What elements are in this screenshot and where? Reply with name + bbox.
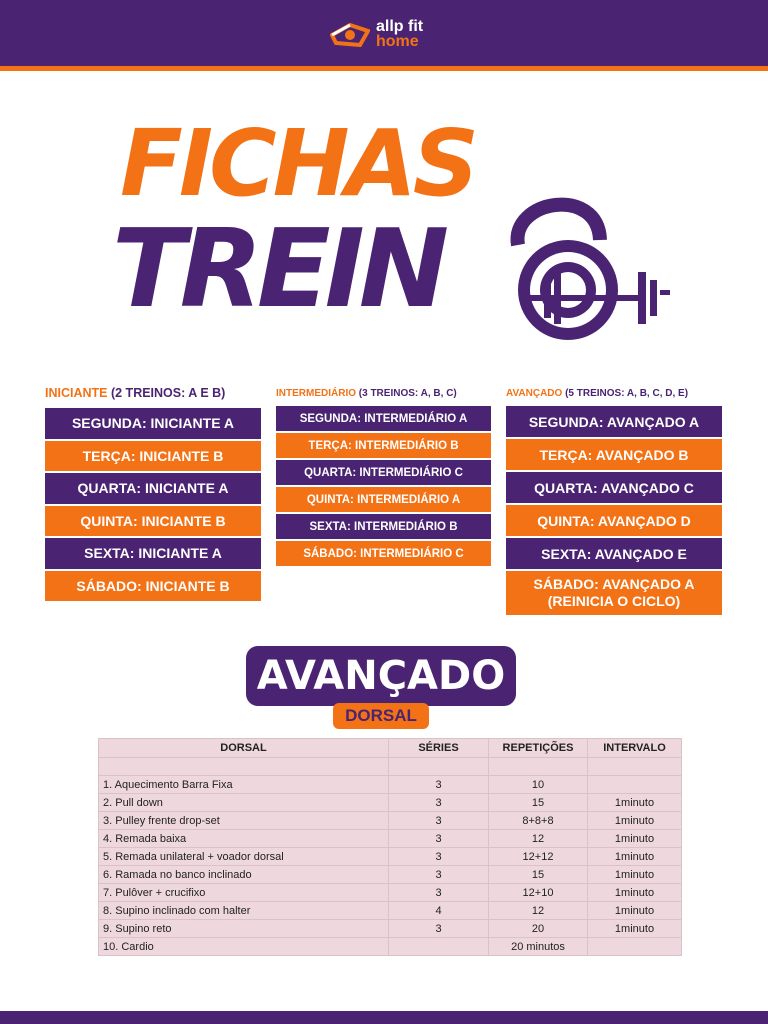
reps-cell: 15: [489, 794, 588, 812]
table-row: [99, 812, 682, 830]
section-subtitle: DORSAL: [333, 703, 429, 729]
interval-cell: 1minuto: [588, 830, 682, 848]
series-cell: 3: [389, 884, 489, 902]
exercise-cell: 1. Aquecimento Barra Fixa: [99, 776, 389, 794]
header-cell: INTERVALO: [588, 739, 682, 758]
brand-name: allp fit: [376, 18, 424, 35]
interval-cell: [588, 776, 682, 794]
hero-title-line1: FICHAS: [120, 110, 476, 217]
exercise-cell: 6. Ramada no banco inclinado: [99, 866, 389, 884]
workout-table: [98, 738, 682, 956]
day-cell: SÁBADO: INICIANTE B: [45, 571, 261, 604]
reps-cell: 15: [489, 866, 588, 884]
table-row: [99, 848, 682, 866]
interval-cell: [588, 938, 682, 956]
exercise-cell: 7. Pulôver + crucifixo: [99, 884, 389, 902]
interval-cell: 1minuto: [588, 866, 682, 884]
exercise-cell: 3. Pulley frente drop-set: [99, 812, 389, 830]
column-avancado: [506, 388, 722, 617]
reps-cell: 20: [489, 920, 588, 938]
interval-cell: 1minuto: [588, 884, 682, 902]
interval-cell: 1minuto: [588, 794, 682, 812]
exercise-cell: 8. Supino inclinado com halter: [99, 902, 389, 920]
table-row: [99, 776, 682, 794]
bottom-bar: [0, 1011, 768, 1024]
day-cell: TERÇA: INICIANTE B: [45, 441, 261, 474]
series-cell: 3: [389, 830, 489, 848]
day-cell: TERÇA: INTERMEDIÁRIO B: [276, 433, 491, 460]
exercise-cell: 9. Supino reto: [99, 920, 389, 938]
day-cell: SEGUNDA: AVANÇADO A: [506, 406, 722, 439]
reps-cell: 12: [489, 902, 588, 920]
brand-subname: home: [376, 33, 419, 50]
day-cell: QUARTA: AVANÇADO C: [506, 472, 722, 505]
day-cell: QUARTA: INICIANTE A: [45, 473, 261, 506]
column-intermediario: [276, 388, 491, 568]
exercise-cell: 2. Pull down: [99, 794, 389, 812]
kettlebell-barbell-icon: [500, 180, 680, 340]
column-title: INICIANTE (2 TREINOS: A E B): [45, 386, 226, 400]
interval-cell: 1minuto: [588, 812, 682, 830]
exercise-cell: 5. Remada unilateral + voador dorsal: [99, 848, 389, 866]
hero-title-line2: TREIN: [112, 207, 444, 332]
top-bar: [0, 0, 768, 71]
day-cell: SÁBADO: INTERMEDIÁRIO C: [276, 541, 491, 568]
brand-logo: [330, 13, 423, 55]
table-row: [99, 938, 682, 956]
table-row: [99, 866, 682, 884]
section-title: AVANÇADO: [246, 646, 516, 706]
table-row: [99, 758, 682, 776]
day-cell: SEXTA: INTERMEDIÁRIO B: [276, 514, 491, 541]
series-cell: 3: [389, 848, 489, 866]
header-cell: DORSAL: [99, 739, 389, 758]
day-cell: QUINTA: INICIANTE B: [45, 506, 261, 539]
series-cell: 3: [389, 794, 489, 812]
reps-cell: 10: [489, 776, 588, 794]
table-row: [99, 830, 682, 848]
reps-cell: 12: [489, 830, 588, 848]
day-cell: TERÇA: AVANÇADO B: [506, 439, 722, 472]
reps-cell: 12+10: [489, 884, 588, 902]
header-cell: SÉRIES: [389, 739, 489, 758]
day-cell: QUINTA: INTERMEDIÁRIO A: [276, 487, 491, 514]
series-cell: [389, 938, 489, 956]
day-cell: SEGUNDA: INICIANTE A: [45, 408, 261, 441]
column-title: AVANÇADO (5 TREINOS: A, B, C, D, E): [506, 388, 689, 399]
reps-cell: 20 minutos: [489, 938, 588, 956]
table-row: [99, 794, 682, 812]
series-cell: 3: [389, 920, 489, 938]
interval-cell: 1minuto: [588, 902, 682, 920]
day-cell: QUINTA: AVANÇADO D: [506, 505, 722, 538]
day-cell: SEGUNDA: INTERMEDIÁRIO A: [276, 406, 491, 433]
interval-cell: 1minuto: [588, 920, 682, 938]
reps-cell: 12+12: [489, 848, 588, 866]
day-cell: SEXTA: AVANÇADO E: [506, 538, 722, 571]
series-cell: 3: [389, 776, 489, 794]
column-iniciante: [45, 386, 261, 603]
day-cell: SEXTA: INICIANTE A: [45, 538, 261, 571]
column-title: INTERMEDIÁRIO (3 TREINOS: A, B, C): [276, 388, 457, 399]
series-cell: 3: [389, 812, 489, 830]
interval-cell: 1minuto: [588, 848, 682, 866]
exercise-cell: 4. Remada baixa: [99, 830, 389, 848]
table-row: [99, 902, 682, 920]
eye-logo-icon: [330, 21, 370, 47]
table-header-row: [99, 739, 682, 758]
day-cell: SÁBADO: AVANÇADO A (REINICIA O CICLO): [506, 571, 722, 617]
header-cell: REPETIÇÕES: [489, 739, 588, 758]
series-cell: 4: [389, 902, 489, 920]
series-cell: 3: [389, 866, 489, 884]
reps-cell: 8+8+8: [489, 812, 588, 830]
table-row: [99, 920, 682, 938]
day-cell: QUARTA: INTERMEDIÁRIO C: [276, 460, 491, 487]
table-row: [99, 884, 682, 902]
exercise-cell: 10. Cardio: [99, 938, 389, 956]
